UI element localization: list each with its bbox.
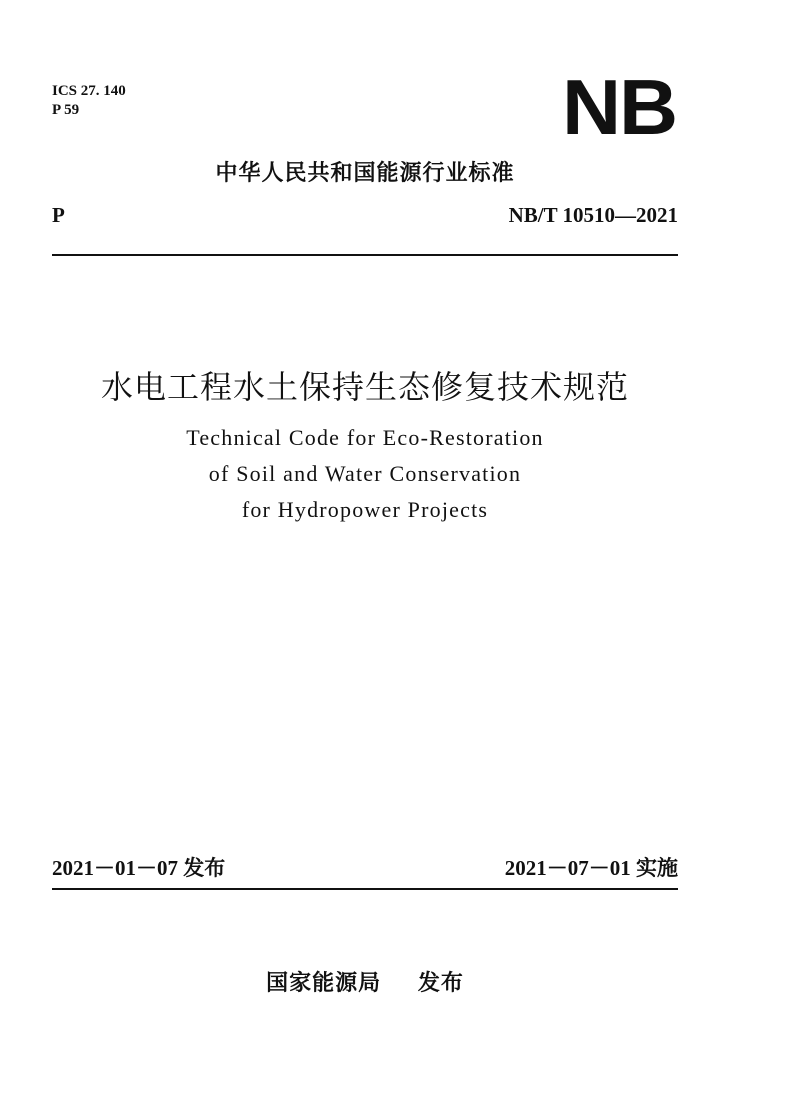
publisher-name: 国家能源局 xyxy=(266,971,382,996)
footer-divider xyxy=(52,888,678,890)
title-english-line: for Hydropower Projects xyxy=(241,497,489,522)
header-divider xyxy=(52,254,678,256)
title-chinese: 水电工程水土保持生态修复技术规范 xyxy=(100,368,629,406)
publisher-action: 发布 xyxy=(417,971,464,996)
publisher xyxy=(0,966,730,997)
title-english-line: Technical Code for Eco-Restoration xyxy=(186,425,544,450)
issue-date: 2021－01－07 发布 xyxy=(52,856,226,880)
nb-logo: NB xyxy=(562,63,677,151)
standard-type: 中华人民共和国能源行业标准 xyxy=(215,161,515,186)
title-english-line: of Soil and Water Conservation xyxy=(208,461,522,486)
ics-code: ICS 27. 140 xyxy=(52,83,126,99)
ccs-code: P 59 xyxy=(52,102,80,118)
implementation-date: 2021－07－01 实施 xyxy=(504,856,678,880)
category-letter: P xyxy=(52,203,65,227)
standard-number: NB/T 10510—2021 xyxy=(508,203,678,227)
